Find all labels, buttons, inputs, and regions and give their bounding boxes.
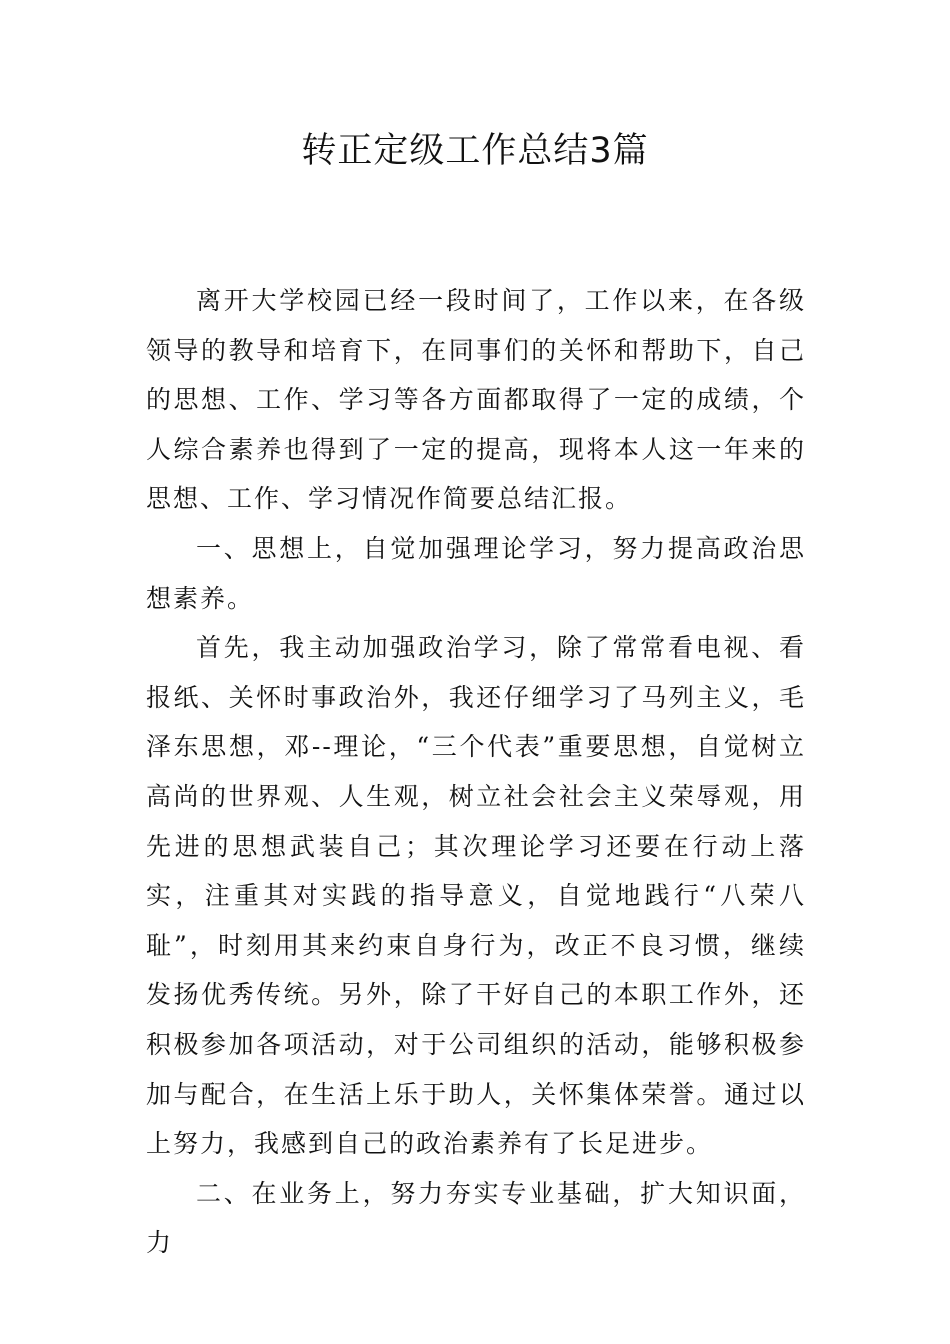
paragraph-section-2-heading: 二、在业务上，努力夯实专业基础，扩大知识面，力 <box>146 1178 806 1258</box>
paragraph-section-1-heading: 一、思想上，自觉加强理论学习，努力提高政治思想素养。 <box>146 533 806 613</box>
paragraph-intro: 离开大学校园已经一段时间了，工作以来，在各级领导的教导和培育下，在同事们的关怀和帮助下，自己的思想、工作、学习等各方面都取得了一定的成绩，个人综合素养也得到了一定的提高，现将本人这一年来的思想、工作、学习情况作简要总结汇报。 <box>146 286 806 514</box>
document-title: 转正定级工作总结3篇 <box>301 131 649 171</box>
document-body <box>146 276 806 1268</box>
paragraph-section-1-body: 首先，我主动加强政治学习，除了常常看电视、看报纸、关怀时事政治外，我还仔细学习了马列主义，毛泽东思想，邓--理论，“三个代表”重要思想，自觉树立高尚的世界观、人生观，树立社会社会主义荣辱观，用先进的思想武装自己；其次理论学习还要在行动上落实，注重其对实践的指导意义，自觉地践行“八荣八耻”，时刻用其来约束自身行为，改正不良习惯，继续发扬优秀传统。另外，除了干好自己的本职工作外，还积极参加各项活动，对于公司组织的活动，能够积极参加与配合，在生活上乐于助人，关怀集体荣誉。通过以上努力，我感到自己的政治素养有了长足进步。 <box>146 633 806 1159</box>
